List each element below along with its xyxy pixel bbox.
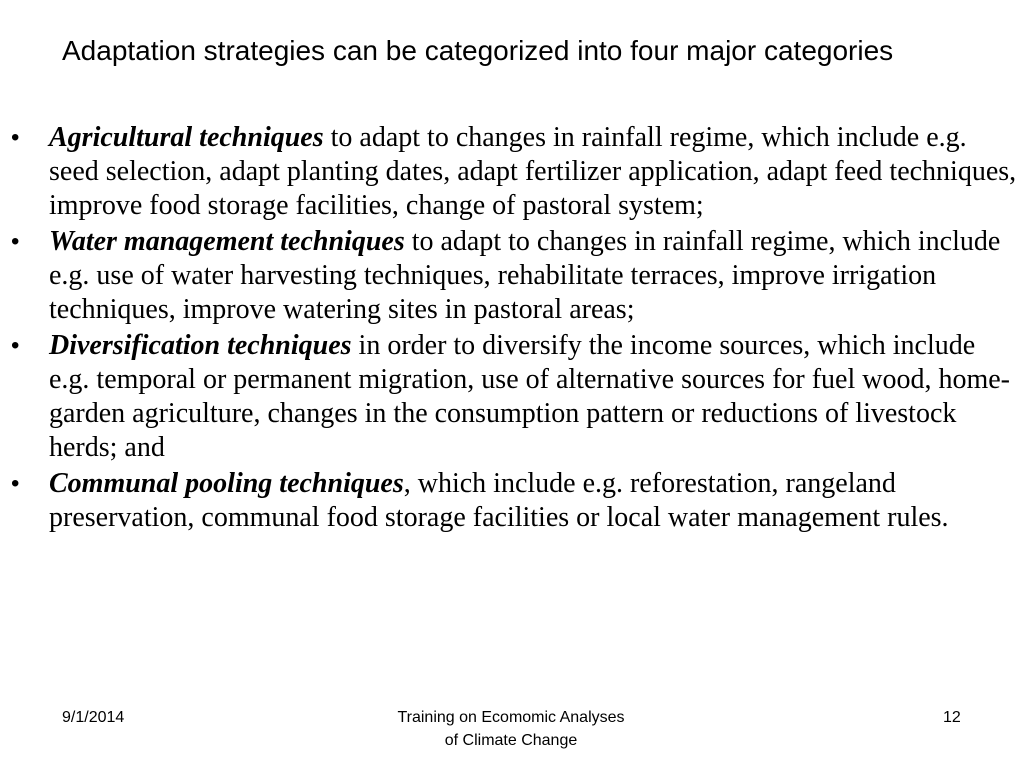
bullet-term: Communal pooling techniques: [49, 468, 404, 499]
footer-date: 9/1/2014: [62, 709, 125, 726]
bullet-icon: •: [11, 470, 20, 497]
bullet-icon: •: [11, 228, 20, 255]
bullet-term: Agricultural techniques: [49, 122, 324, 153]
bullet-water-management-techniques: [0, 225, 1024, 327]
footer-title-line1: Training on Ecomomic Analyses: [397, 709, 625, 726]
footer-title: [336, 706, 686, 752]
bullet-agricultural-techniques: [0, 121, 1024, 223]
bullet-communal-pooling-techniques: [0, 467, 1024, 535]
bullet-list: [0, 121, 1024, 537]
bullet-diversification-techniques: [0, 329, 1024, 465]
bullet-icon: •: [11, 124, 20, 151]
slide-title: Adaptation strategies can be categorized into four major categories: [62, 35, 894, 66]
footer-title-line2: of Climate Change: [444, 732, 578, 749]
bullet-text: in order to diversify the income sources, which include e.g. temporal or permanent migration, use of alternative sources for fuel wood, home-garden agriculture, changes in the consumption pattern or reductions of livestock herds; and: [49, 330, 1011, 463]
page-number: 12: [943, 709, 961, 726]
bullet-text: , which include e.g. reforestation, rangeland preservation, communal food storage facilities or local water management rules.: [49, 468, 949, 533]
bullet-term: Diversification techniques: [49, 330, 352, 361]
bullet-icon: •: [11, 332, 20, 359]
bullet-text: to adapt to changes in rainfall regime, which include e.g. seed selection, adapt planting dates, adapt fertilizer application, adapt feed techniques, improve food storage facilities, change of pastoral system;: [49, 122, 1017, 221]
bullet-term: Water management techniques: [49, 226, 405, 257]
bullet-text: to adapt to changes in rainfall regime, which include e.g. use of water harvesting techniques, rehabilitate terraces, improve irrigation techniques, improve watering sites in pastoral areas;: [49, 226, 1001, 325]
